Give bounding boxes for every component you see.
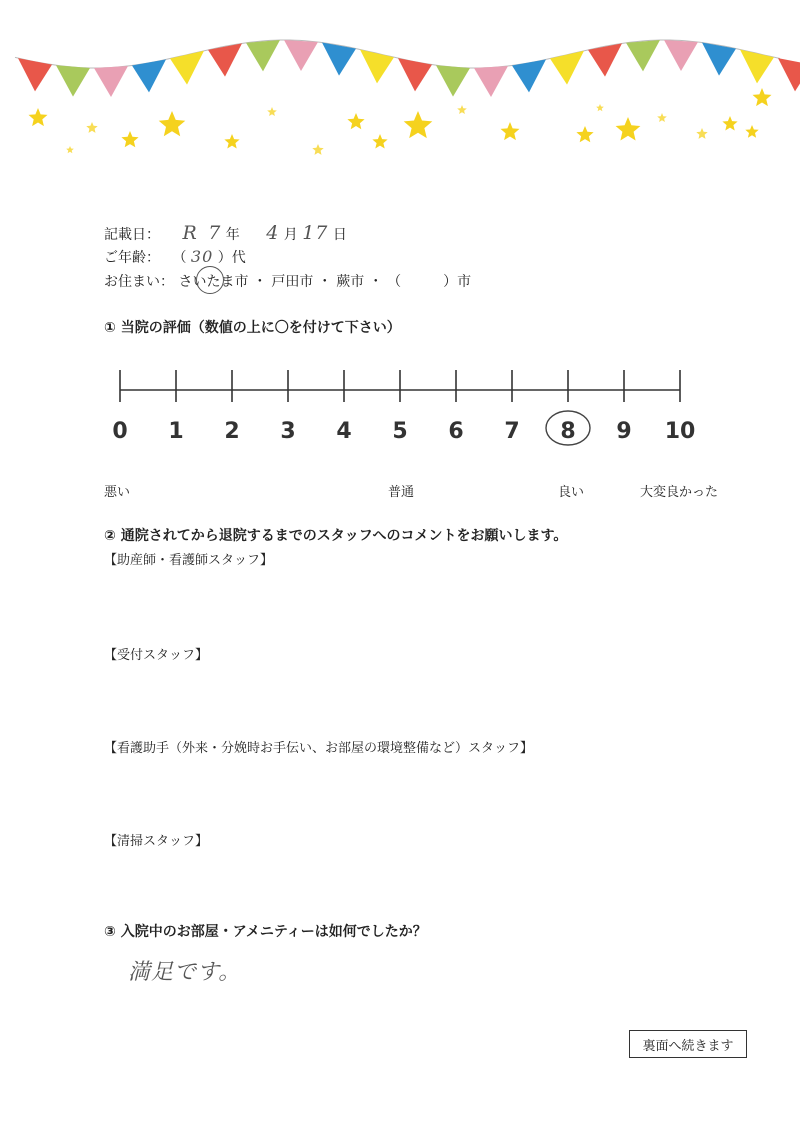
star-icon [86, 122, 97, 133]
category-nursing-assistant: 【看護助手（外来・分娩時お手伝い、お部屋の環境整備など）スタッフ】 [104, 741, 534, 756]
address-options: さいたま市 ・ 戸田市 ・ 蕨市 ・ （ ）市 [178, 274, 472, 290]
date-day-unit: 日 [332, 227, 347, 243]
scale-number: 4 [336, 419, 352, 444]
date-day: 17 [302, 222, 329, 244]
star-icon [722, 116, 737, 131]
section1-title: ① 当院の評価（数値の上に〇を付けて下さい） [104, 320, 401, 336]
date-year-unit: 年 [225, 227, 240, 243]
star-icon [312, 144, 323, 155]
date-month-unit: 月 [283, 227, 298, 243]
date-label: 記載日： [104, 227, 160, 243]
scale-number: 1 [168, 419, 184, 444]
star-icon [404, 111, 433, 138]
star-icon [457, 105, 467, 114]
label-average: 普通 [388, 485, 415, 500]
scale-number: 9 [616, 419, 632, 444]
scale-number: 3 [280, 419, 296, 444]
address-label: お住まい： [104, 274, 174, 290]
bunting-flag [398, 58, 432, 91]
bunting-flag [56, 65, 90, 96]
bunting-flag [626, 40, 660, 71]
section3-answer: 満足です。 [128, 960, 242, 985]
star-icon [745, 125, 758, 138]
star-icon [159, 111, 186, 136]
continue-label: 裏面へ続きます [642, 1038, 734, 1054]
age-open: （ [172, 250, 187, 266]
label-very-good: 大変良かった [640, 485, 719, 500]
star-icon [347, 113, 364, 129]
star-icon [501, 122, 520, 140]
category-midwife-nurse: 【助産師・看護師スタッフ】 [104, 553, 274, 568]
date-row [104, 222, 347, 244]
star-icon [657, 113, 667, 122]
bunting-flag [740, 49, 774, 83]
age-close: ）代 [217, 250, 246, 266]
continue-on-back-box [629, 1030, 747, 1058]
star-icon [576, 126, 593, 142]
date-era: R [182, 222, 198, 244]
star-icon [696, 128, 707, 139]
address-row [104, 271, 471, 291]
scale-number: 7 [504, 419, 520, 444]
scale-number: 2 [224, 419, 240, 444]
scale-number: 8 [560, 419, 576, 444]
star-icon [66, 146, 74, 153]
bunting-flag [474, 66, 508, 97]
bunting-flag [170, 51, 204, 85]
bunting-flag [284, 40, 318, 71]
star-icon [224, 134, 239, 149]
category-cleaning: 【清掃スタッフ】 [104, 834, 209, 849]
bunting-flag [778, 58, 800, 91]
bunting-banner [0, 0, 800, 175]
scale-number: 5 [392, 419, 408, 444]
scale-number: 6 [448, 419, 464, 444]
star-icon [267, 107, 277, 116]
bunting-flag [664, 40, 698, 71]
star-icon [753, 88, 772, 106]
label-good: 良い [558, 485, 585, 500]
address-selection-circle [196, 266, 224, 294]
star-icon [29, 108, 48, 126]
label-bad: 悪い [104, 485, 131, 500]
bunting-flag [550, 51, 584, 85]
section2-title: ② 通院されてから退院するまでのスタッフへのコメントをお願いします。 [104, 528, 568, 544]
age-value: 30 [190, 247, 214, 266]
age-label: ご年齢： [104, 250, 160, 266]
star-icon [121, 131, 138, 147]
bunting-string [15, 40, 780, 68]
category-reception: 【受付スタッフ】 [104, 648, 209, 663]
star-icon [616, 117, 641, 141]
scale-number: 0 [112, 419, 128, 444]
bunting-flag [18, 58, 52, 91]
star-icon [596, 104, 604, 111]
section3-title: ③ 入院中のお部屋・アメニティーは如何でしたか？ [104, 924, 427, 940]
date-month: 4 [266, 222, 280, 244]
scale-number: 10 [664, 419, 696, 444]
bunting-flag [436, 65, 470, 96]
bunting-flag [94, 66, 128, 97]
date-year: 7 [208, 222, 222, 244]
rating-scale [100, 360, 720, 450]
bunting-flag [246, 40, 280, 71]
bunting-flag [360, 49, 394, 83]
age-row [104, 247, 246, 267]
star-icon [372, 134, 387, 149]
